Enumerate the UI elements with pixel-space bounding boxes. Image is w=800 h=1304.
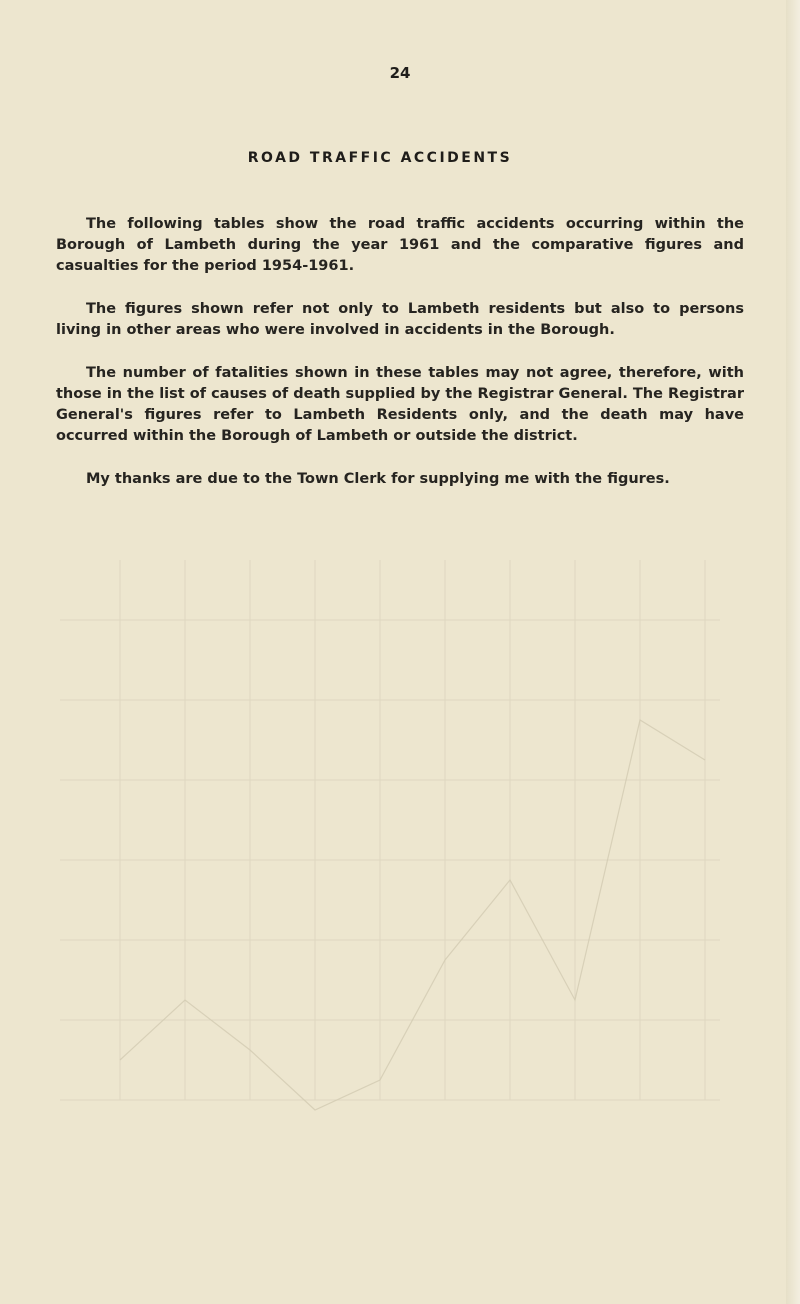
page-number: 24 [389, 64, 411, 82]
paragraph-thanks: My thanks are due to the Town Clerk for supplying me with the figures. [86, 471, 670, 487]
page-edge [786, 0, 800, 1304]
section-heading: ROAD TRAFFIC ACCIDENTS [247, 150, 513, 166]
paragraph-fatalities: The number of fatalities shown in these tables may not agree, therefore, with those in the list of causes of death supplied by the Registrar General. The Registrar General's figures refer to Lambeth Residents only, and the death may have occurred within the Borough of Lambeth or outside the district. [56, 365, 744, 444]
paragraph-intro: The following tables show the road traffic accidents occurring within the Borough of Lambeth during the year 1961 and the comparative figures and casualties for the period 1954-1961. [56, 216, 744, 274]
paragraph-scope: The figures shown refer not only to Lambeth residents but also to persons living in other areas who were involved in accidents in the Borough. [56, 301, 744, 338]
body-text [56, 214, 744, 512]
